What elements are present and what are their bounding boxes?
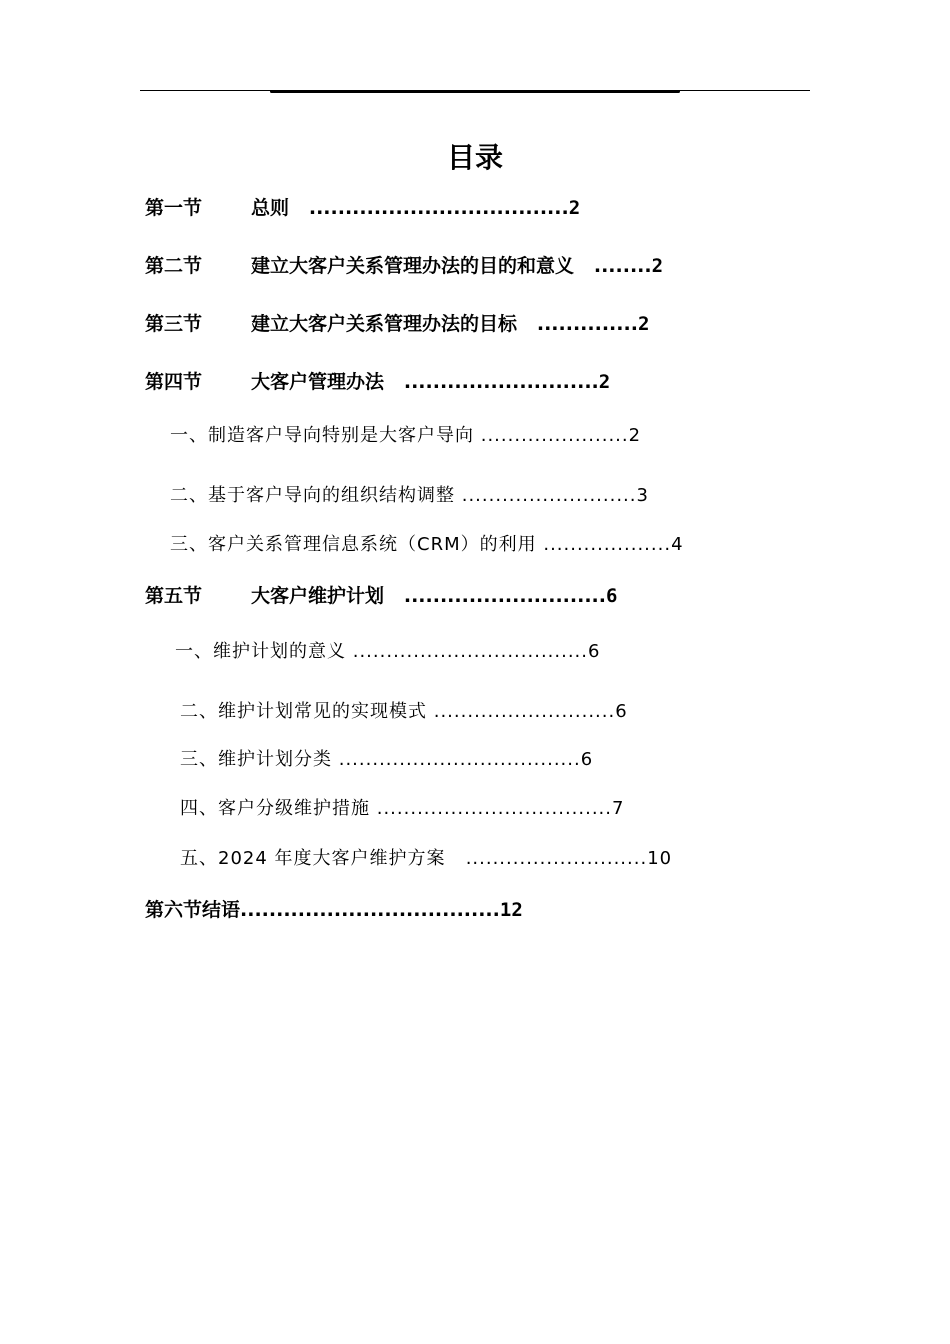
page-number: 2 <box>568 197 581 219</box>
dot-leader: .................................... <box>240 899 500 921</box>
header-rule-accent <box>270 90 680 93</box>
toc-entry-chapter-1[interactable] <box>145 194 580 222</box>
toc-entry-5-2[interactable] <box>180 698 628 726</box>
toc-entry-4-1[interactable] <box>170 422 641 450</box>
dot-leader: ........................... <box>433 701 616 722</box>
chapter-number: 第三节 <box>145 313 203 335</box>
chapter-title: 大客户维护计划 <box>251 585 385 607</box>
dot-leader: ........................... <box>403 371 599 393</box>
dot-leader: ................... <box>543 534 672 555</box>
toc-entry-4-2[interactable] <box>170 482 649 510</box>
chapter-title: 总则 <box>251 197 290 219</box>
dot-leader: ........ <box>593 255 652 277</box>
toc-entry-chapter-6[interactable] <box>145 896 523 924</box>
page-number: 7 <box>612 798 625 819</box>
dot-leader: .................................... <box>338 749 581 770</box>
page-number: 2 <box>628 425 642 446</box>
dot-leader: .................................... <box>308 197 569 219</box>
entry-title: 一、维护计划的意义 <box>175 641 346 662</box>
toc-entry-5-1[interactable] <box>175 638 600 666</box>
toc-entry-5-5[interactable] <box>180 845 672 873</box>
page-number: 2 <box>637 313 650 335</box>
entry-title: 二、维护计划常见的实现模式 <box>180 701 427 722</box>
page-number: 3 <box>636 485 649 506</box>
toc-entry-5-3[interactable] <box>180 746 593 774</box>
entry-title: 三、客户关系管理信息系统（CRM）的利用 <box>170 534 537 555</box>
toc-entry-chapter-4[interactable] <box>145 368 610 396</box>
toc-entry-4-3[interactable] <box>170 531 684 559</box>
page-number: 6 <box>580 749 594 770</box>
page-number: 10 <box>647 848 673 869</box>
chapter-title: 建立大客户关系管理办法的目的和意义 <box>251 255 575 277</box>
chapter-number: 第四节 <box>145 371 203 393</box>
dot-leader: ........................... <box>465 848 648 869</box>
dot-leader: ...................... <box>480 425 629 446</box>
toc-entry-chapter-2[interactable] <box>145 252 663 280</box>
page-number: 2 <box>598 371 611 393</box>
page-number: 2 <box>651 255 664 277</box>
dot-leader: ................................... <box>376 798 612 819</box>
toc-entry-chapter-5[interactable] <box>145 582 617 610</box>
page-number: 6 <box>588 641 601 662</box>
dot-leader: ............................ <box>403 585 606 607</box>
chapter-title: 大客户管理办法 <box>251 371 385 393</box>
entry-title: 二、基于客户导向的组织结构调整 <box>170 485 455 506</box>
entry-title: 一、制造客户导向特别是大客户导向 <box>170 425 474 446</box>
toc-entry-chapter-3[interactable] <box>145 310 649 338</box>
page-number: 6 <box>605 585 618 607</box>
entry-title: 四、客户分级维护措施 <box>180 798 370 819</box>
chapter-number: 第二节 <box>145 255 203 277</box>
page-number: 4 <box>671 534 684 555</box>
page-number: 6 <box>615 701 628 722</box>
entry-title: 五、2024 年度大客户维护方案 <box>180 848 446 869</box>
chapter-title: 建立大客户关系管理办法的目标 <box>251 313 518 335</box>
chapter-number: 第六节 <box>145 899 203 921</box>
dot-leader: ................................... <box>352 641 588 662</box>
dot-leader: .............. <box>536 313 638 335</box>
toc-entry-5-4[interactable] <box>180 795 624 823</box>
dot-leader: .......................... <box>461 485 637 506</box>
chapter-title: 结语 <box>202 899 241 921</box>
entry-title: 三、维护计划分类 <box>180 749 332 770</box>
toc-title: 目录 <box>446 141 503 174</box>
page-number: 12 <box>499 899 523 921</box>
chapter-number: 第五节 <box>145 585 203 607</box>
chapter-number: 第一节 <box>145 197 203 219</box>
